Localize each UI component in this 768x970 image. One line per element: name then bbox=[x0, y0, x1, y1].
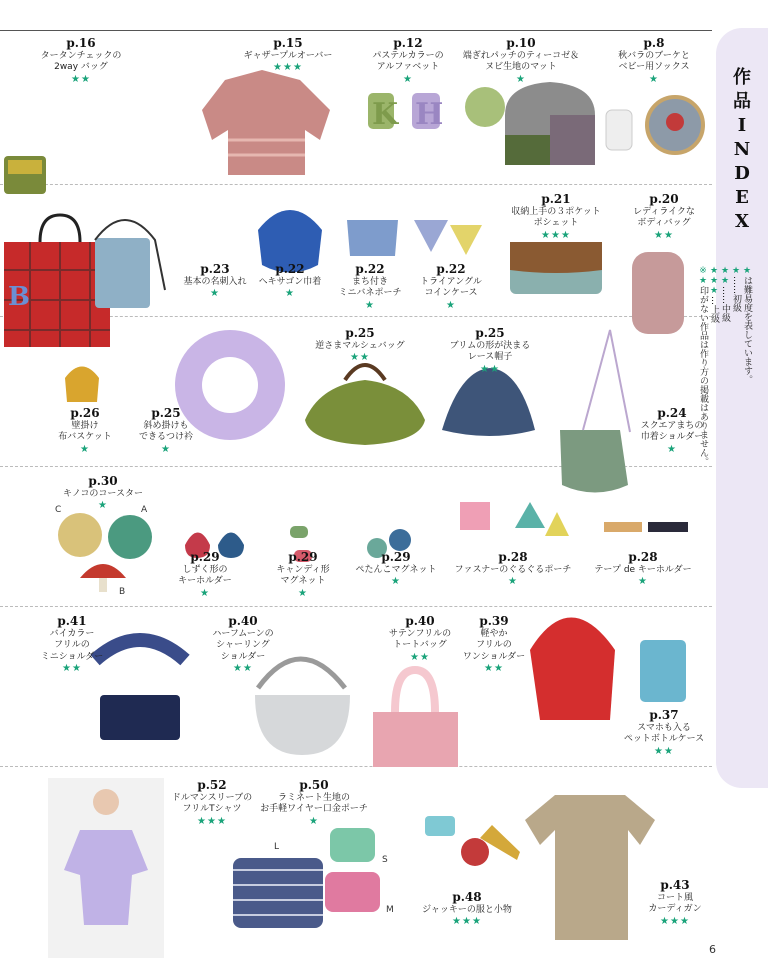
svg-text:H: H bbox=[415, 97, 444, 132]
svg-text:K: K bbox=[372, 97, 399, 132]
item-stars: ★★ bbox=[233, 662, 253, 674]
title-char: D bbox=[734, 163, 750, 184]
item-page: p.24 bbox=[657, 406, 687, 420]
item-page: p.23 bbox=[200, 262, 230, 276]
item-stars: ★★ bbox=[71, 73, 91, 85]
item-stars: ★ bbox=[508, 576, 518, 588]
legend-text: は難易度を表しています。 bbox=[742, 276, 752, 384]
item-caption[interactable] bbox=[256, 778, 372, 828]
item-stars: ★ bbox=[200, 587, 210, 599]
item-caption[interactable] bbox=[348, 550, 444, 589]
title-char: E bbox=[735, 187, 749, 208]
item-caption[interactable] bbox=[630, 406, 714, 456]
item-caption[interactable] bbox=[176, 262, 254, 301]
item-stars: ★ bbox=[365, 299, 375, 311]
item-stars: ★ bbox=[638, 576, 648, 588]
item-caption[interactable] bbox=[228, 36, 348, 75]
photo-triangle-case bbox=[414, 220, 448, 252]
pouch-label-s: S bbox=[382, 855, 388, 865]
item-stars: ★ bbox=[161, 443, 171, 455]
item-stars: ★ bbox=[298, 587, 308, 599]
item-caption[interactable] bbox=[164, 778, 260, 828]
item-caption[interactable] bbox=[616, 708, 712, 758]
item-name: キャンディ形 マグネット bbox=[276, 565, 330, 587]
item-page: p.52 bbox=[197, 778, 227, 792]
item-name: 逆さまマルシェバッグ bbox=[315, 341, 405, 351]
item-page: p.10 bbox=[506, 36, 536, 50]
item-name: ギャザープルオーバー bbox=[243, 51, 333, 61]
photo-coat-cardigan bbox=[525, 795, 655, 940]
item-caption[interactable] bbox=[128, 406, 204, 456]
item-name: ぺたんこマグネット bbox=[355, 565, 437, 575]
item-name: タータンチェックの 2way バッグ bbox=[40, 51, 122, 73]
item-stars: ★★ bbox=[62, 662, 82, 674]
item-name: コート風 カーディガン bbox=[648, 893, 702, 915]
item-caption[interactable] bbox=[378, 614, 462, 664]
item-name: キノコのコースター bbox=[63, 489, 143, 499]
item-page: p.26 bbox=[70, 406, 100, 420]
title-char: X bbox=[735, 211, 749, 232]
item-caption[interactable] bbox=[266, 550, 340, 600]
item-page: p.28 bbox=[628, 550, 658, 564]
item-name: レディライクな ボディバッグ bbox=[633, 207, 695, 229]
item-caption[interactable] bbox=[30, 614, 114, 675]
item-caption[interactable] bbox=[26, 36, 136, 86]
item-name: 軽やか フリルの ワンショルダー bbox=[462, 629, 526, 662]
item-name: 収納上手の３ポケット ポシェット bbox=[511, 207, 601, 229]
legend-text: 印がない作品は作り方の掲載はありません。 bbox=[698, 286, 708, 466]
item-caption[interactable] bbox=[454, 614, 534, 675]
item-page: p.25 bbox=[345, 326, 375, 340]
item-stars: ★ bbox=[391, 576, 401, 588]
legend-stars: ★ bbox=[731, 266, 741, 276]
item-page: p.22 bbox=[355, 262, 385, 276]
item-stars: ★ bbox=[210, 288, 220, 300]
item-page: p.20 bbox=[649, 192, 679, 206]
item-caption[interactable] bbox=[448, 550, 578, 589]
legend-text: ……中級 bbox=[720, 286, 730, 322]
photo-coaster-b bbox=[80, 564, 126, 578]
item-stars: ★★ bbox=[410, 651, 430, 663]
item-page: p.43 bbox=[660, 878, 690, 892]
photo-mat bbox=[465, 87, 505, 127]
item-name: ジャッキーの服と小物 bbox=[422, 905, 512, 915]
item-caption[interactable] bbox=[330, 262, 410, 312]
coaster-label-c: C bbox=[55, 505, 62, 515]
item-name: サテンフリルの トートバッグ bbox=[388, 629, 452, 651]
item-page: p.22 bbox=[436, 262, 466, 276]
item-page: p.29 bbox=[288, 550, 318, 564]
photo-satin-tote bbox=[373, 712, 458, 767]
item-stars: ★ bbox=[403, 73, 413, 85]
item-page: p.25 bbox=[475, 326, 505, 340]
item-caption[interactable] bbox=[200, 614, 286, 675]
item-name: 秋バラのブーケと ベビー用ソックス bbox=[618, 51, 690, 73]
item-caption[interactable] bbox=[45, 406, 125, 456]
item-caption[interactable] bbox=[618, 192, 710, 242]
item-stars: ★ bbox=[446, 299, 456, 311]
item-stars: ★★ bbox=[654, 229, 674, 241]
item-page: p.41 bbox=[57, 614, 87, 628]
item-name: ハーフムーンの シャーリング ショルダー bbox=[212, 629, 274, 662]
item-stars: ★★★ bbox=[273, 62, 303, 74]
item-caption[interactable] bbox=[600, 36, 708, 86]
item-caption[interactable] bbox=[640, 878, 710, 928]
title-char: 品 bbox=[733, 91, 751, 112]
photo-baby-socks bbox=[606, 110, 632, 150]
photo-coaster-a bbox=[108, 515, 152, 559]
item-stars: ★ bbox=[285, 288, 295, 300]
item-page: p.29 bbox=[381, 550, 411, 564]
title-char: 作 bbox=[733, 67, 751, 88]
item-stars: ★ bbox=[516, 73, 526, 85]
item-name: バイカラー フリルの ミニショルダー bbox=[40, 629, 104, 662]
photo-wall-basket bbox=[65, 367, 99, 403]
coaster-label-b: B bbox=[119, 587, 126, 597]
photo-jackie-clothes bbox=[425, 816, 455, 836]
pouch-label-l: L bbox=[274, 842, 280, 852]
photo-drawstring-shoulder bbox=[560, 430, 628, 493]
item-caption[interactable] bbox=[300, 326, 420, 365]
item-name: ヘキサゴン巾着 bbox=[258, 277, 322, 287]
item-caption[interactable] bbox=[254, 262, 326, 301]
item-caption[interactable] bbox=[456, 36, 586, 86]
item-name: スマホも入る ペットボトルケース bbox=[623, 723, 705, 745]
item-stars: ★ bbox=[667, 443, 677, 455]
item-name: テープ de キーホルダー bbox=[594, 565, 692, 575]
item-stars: ★ bbox=[98, 500, 108, 512]
item-stars: ★★ bbox=[484, 662, 504, 674]
photo-small-shoulder bbox=[95, 238, 150, 308]
item-stars: ★★ bbox=[480, 363, 500, 375]
item-caption[interactable] bbox=[358, 36, 458, 86]
item-caption[interactable] bbox=[500, 192, 612, 242]
item-name: ファスナーのぐるぐるポーチ bbox=[454, 565, 572, 575]
photo-coaster-c bbox=[58, 513, 102, 557]
item-name: パステルカラーの アルファベット bbox=[372, 51, 444, 73]
item-caption[interactable] bbox=[435, 326, 545, 376]
photo-body-bag bbox=[632, 252, 684, 334]
item-name: 斜め掛けも できるつけ衿 bbox=[139, 421, 193, 443]
item-stars: ★★★ bbox=[660, 915, 690, 927]
legend-text: …上級 bbox=[709, 296, 719, 323]
legend-text: ……初級 bbox=[731, 276, 741, 312]
item-name: スクエアまちの 巾着ショルダー bbox=[640, 421, 704, 443]
photo-zipper-pouch bbox=[460, 502, 490, 530]
legend-stars: ★ bbox=[742, 266, 752, 276]
photo-wire-pouch-l bbox=[233, 858, 323, 928]
item-stars: ★★ bbox=[350, 352, 370, 364]
legend-stars: ★★★ bbox=[709, 266, 719, 296]
item-caption[interactable] bbox=[588, 550, 698, 589]
photo-wire-pouch-m bbox=[325, 872, 380, 912]
item-stars: ★★ bbox=[654, 745, 674, 757]
photo-bottle-case bbox=[640, 640, 686, 702]
item-page: p.40 bbox=[228, 614, 258, 628]
item-page: p.12 bbox=[393, 36, 423, 50]
photo-candy-magnet bbox=[290, 526, 308, 538]
page-number: 6 bbox=[709, 943, 716, 956]
item-page: p.48 bbox=[452, 890, 482, 904]
item-page: p.8 bbox=[643, 36, 665, 50]
item-name: ブリムの形が決まる レース帽子 bbox=[449, 341, 531, 363]
item-page: p.15 bbox=[273, 36, 303, 50]
photo-gather-pullover bbox=[202, 70, 330, 175]
item-page: p.30 bbox=[88, 474, 118, 488]
item-name: 壁掛け 布バスケット bbox=[58, 421, 112, 443]
svg-text:B: B bbox=[8, 282, 30, 312]
item-page: p.16 bbox=[66, 36, 96, 50]
item-stars: ★ bbox=[649, 73, 659, 85]
coaster-label-a: A bbox=[141, 505, 148, 515]
item-name: 端ぎれパッチのティーコゼ＆ ヌビ生地のマット bbox=[462, 51, 580, 73]
photo-mini-pouch bbox=[347, 220, 398, 256]
title-char: N bbox=[733, 139, 751, 160]
item-caption[interactable] bbox=[170, 550, 240, 600]
item-caption[interactable] bbox=[412, 890, 522, 929]
pouch-label-m: M bbox=[386, 905, 394, 915]
item-name: ドルマンスリーブの フリルTシャツ bbox=[171, 793, 253, 815]
item-stars: ★★★ bbox=[541, 229, 571, 241]
item-page: p.50 bbox=[299, 778, 329, 792]
item-page: p.29 bbox=[190, 550, 220, 564]
item-name: ラミネート生地の お手軽ワイヤー口金ポーチ bbox=[260, 793, 368, 815]
item-name: トライアングル コインケース bbox=[420, 277, 482, 299]
index-sidebar bbox=[698, 28, 768, 788]
item-page: p.22 bbox=[275, 262, 305, 276]
item-caption[interactable] bbox=[410, 262, 492, 312]
photo-wire-pouch-s bbox=[330, 828, 375, 862]
item-name: 基本の名刺入れ bbox=[183, 277, 247, 287]
photo-tape-keyholder bbox=[604, 522, 642, 532]
item-page: p.25 bbox=[151, 406, 181, 420]
photo-one-shoulder bbox=[530, 618, 615, 721]
photo-marche-bag bbox=[305, 380, 425, 445]
photo-half-moon-bag bbox=[255, 695, 350, 755]
index-title bbox=[716, 66, 768, 234]
item-page: p.28 bbox=[498, 550, 528, 564]
item-page: p.40 bbox=[405, 614, 435, 628]
item-page: p.37 bbox=[649, 708, 679, 722]
difficulty-legend bbox=[698, 266, 752, 466]
item-page: p.21 bbox=[541, 192, 571, 206]
photo-lace-hat bbox=[442, 368, 535, 436]
item-stars: ★ bbox=[80, 443, 90, 455]
item-name: まち付き ミニバネポーチ bbox=[338, 277, 402, 299]
legend-stars: ※★ bbox=[698, 266, 708, 286]
item-stars: ★★★ bbox=[197, 815, 227, 827]
item-caption[interactable] bbox=[48, 474, 158, 513]
item-stars: ★ bbox=[309, 815, 319, 827]
item-name: しずく形の キーホルダー bbox=[178, 565, 232, 587]
title-char: I bbox=[737, 115, 747, 136]
item-page: p.39 bbox=[479, 614, 509, 628]
legend-stars: ★★ bbox=[720, 266, 730, 286]
item-stars: ★★★ bbox=[452, 916, 482, 928]
